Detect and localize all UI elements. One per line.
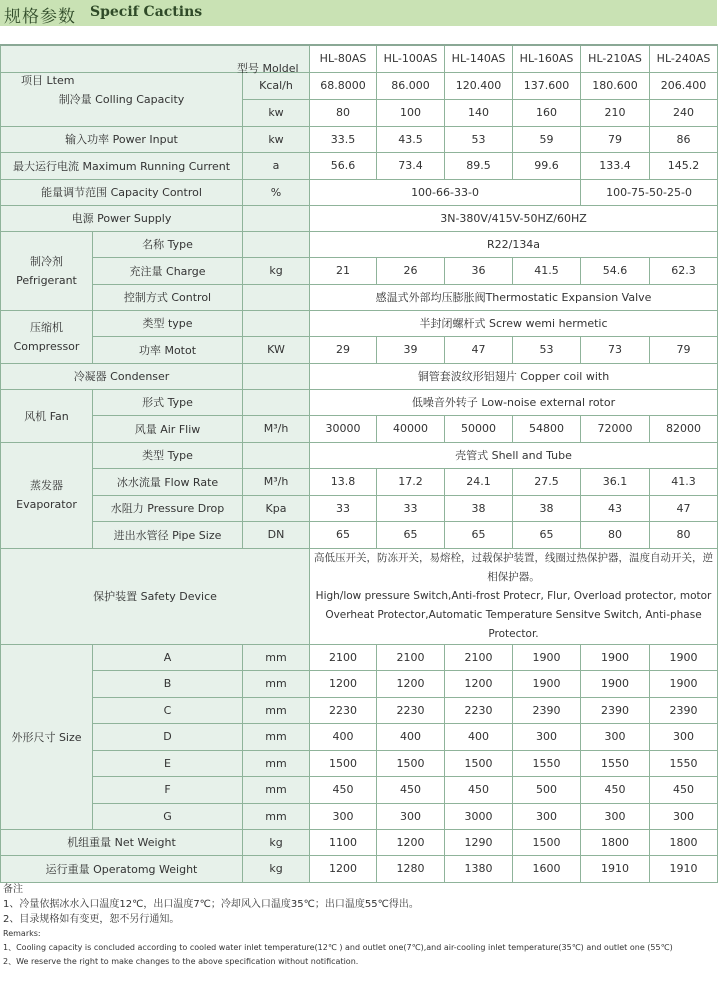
evaporator-label (1, 442, 93, 548)
value-cell: 39 (377, 336, 445, 363)
fan-type-label: 形式 Type (93, 389, 243, 415)
value-cell: 450 (581, 776, 650, 803)
value-cell: 73.4 (377, 152, 445, 179)
value-cell: 1550 (650, 750, 718, 776)
unit-cell: mm (243, 803, 310, 829)
evaporator-type-value: 壳管式 Shell and Tube (310, 442, 718, 468)
value-cell: 26 (377, 257, 445, 284)
remarks-title-en: Remarks: (3, 929, 41, 938)
safety-value (310, 548, 718, 644)
evaporator-flow-label: 冰水流量 Flow Rate (93, 468, 243, 495)
unit-cell (243, 284, 310, 310)
fan-air-row (1, 415, 718, 442)
unit-cell: DN (243, 521, 310, 548)
power-supply-label: 电源 Power Supply (1, 205, 243, 231)
value-cell: 180.600 (581, 72, 650, 99)
fan-air-label: 风量 Air Fliw (93, 415, 243, 442)
value-cell: 2390 (581, 697, 650, 723)
evaporator-type-row (1, 442, 718, 468)
condenser-label: 冷凝器 Condenser (1, 363, 243, 389)
refrigerant-type-row (1, 231, 718, 257)
value-cell: 1200 (310, 670, 377, 697)
value-cell: 400 (377, 723, 445, 750)
evaporator-label-en: Evaporator (16, 498, 77, 511)
value-cell: 43 (581, 495, 650, 521)
value-cell: 2390 (650, 697, 718, 723)
unit-cell: kw (243, 126, 310, 152)
refrigerant-control-value: 感温式外部均压膨胀阀Thermostatic Expansion Valve (310, 284, 718, 310)
size-row (1, 776, 718, 803)
value-cell: 1600 (513, 855, 581, 882)
value-cell: 80 (581, 521, 650, 548)
unit-cell: M³/h (243, 415, 310, 442)
value-cell: 1900 (650, 670, 718, 697)
unit-cell: Kpa (243, 495, 310, 521)
refrigerant-type-label: 名称 Type (93, 231, 243, 257)
value-cell: 1280 (377, 855, 445, 882)
value-cell: 41.3 (650, 468, 718, 495)
input-power-label: 输入功率 Power Input (1, 126, 243, 152)
unit-cell (243, 363, 310, 389)
evaporator-flow-row (1, 468, 718, 495)
net-weight-row (1, 829, 718, 855)
value-cell: 1800 (581, 829, 650, 855)
compressor-power-row (1, 336, 718, 363)
unit-cell: mm (243, 776, 310, 803)
remarks-en-2: 2、We reserve the right to make changes to the above specification without notification. (3, 957, 359, 966)
unit-cell: kg (243, 257, 310, 284)
compressor-label-cn: 压缩机 (30, 320, 63, 334)
value-cell: 54.6 (581, 257, 650, 284)
refrigerant-label-en: Pefrigerant (16, 273, 77, 287)
safety-line-2: High/low pressure Switch,Anti-frost Protecr, Flur, Overload protector, motor (315, 589, 712, 602)
value-cell: 86.000 (377, 72, 445, 99)
unit-cell: mm (243, 644, 310, 670)
value-cell: 36 (445, 257, 513, 284)
size-dim-label: G (93, 803, 243, 829)
value-cell: 65 (377, 521, 445, 548)
cooling-label: 制冷量 Colling Capacity (1, 72, 243, 126)
value-cell: 145.2 (650, 152, 718, 179)
title-banner (0, 0, 717, 26)
value-cell: 27.5 (513, 468, 581, 495)
refrigerant-control-label: 控制方式 Control (93, 284, 243, 310)
value-cell: 1550 (581, 750, 650, 776)
value-cell: 65 (310, 521, 377, 548)
value-cell: 36.1 (581, 468, 650, 495)
value-cell: 1500 (513, 829, 581, 855)
value-cell: 79 (650, 336, 718, 363)
evaporator-drop-row (1, 495, 718, 521)
value-cell: 133.4 (581, 152, 650, 179)
model-label: 型号 Moldel (237, 61, 299, 75)
unit-cell (243, 205, 310, 231)
value-cell: 3000 (445, 803, 513, 829)
remarks-section (3, 882, 717, 969)
remarks-en-1: 1、Cooling capacity is concluded according to cooled water inlet temperature(12℃ ) and outlet one(7℃),and air-cooling inlet temperature(35℃) and outlet one (55℃) (3, 943, 673, 952)
value-cell: 82000 (650, 415, 718, 442)
value-cell: 120.400 (445, 72, 513, 99)
value-cell: 300 (650, 803, 718, 829)
max-current-label: 最大运行电流 Maximum Running Current (1, 152, 243, 179)
fan-label: 风机 Fan (1, 389, 93, 442)
value-cell: 33.5 (310, 126, 377, 152)
size-dim-label: D (93, 723, 243, 750)
capacity-control-value: 100-75-50-25-0 (581, 179, 718, 205)
unit-cell: % (243, 179, 310, 205)
value-cell: 1500 (310, 750, 377, 776)
unit-cell (243, 389, 310, 415)
value-cell: 72000 (581, 415, 650, 442)
refrigerant-type-value: R22/134a (310, 231, 718, 257)
unit-cell: kg (243, 855, 310, 882)
safety-line-1: 高低压开关，防冻开关，易熔栓，过载保护装置，线圈过热保护器，温度自动开关，逆相保护器。 (314, 551, 714, 583)
value-cell: 450 (650, 776, 718, 803)
compressor-label-en: Compressor (13, 339, 80, 353)
value-cell: 2230 (377, 697, 445, 723)
value-cell: 300 (513, 803, 581, 829)
value-cell: 2100 (310, 644, 377, 670)
value-cell: 47 (650, 495, 718, 521)
value-cell: 100 (377, 99, 445, 126)
net-weight-label: 机组重量 Net Weight (1, 829, 243, 855)
refrigerant-charge-label: 充注量 Charge (93, 257, 243, 284)
evaporator-pipe-label: 进出水管径 Pipe Size (93, 521, 243, 548)
unit-cell: mm (243, 697, 310, 723)
value-cell: 13.8 (310, 468, 377, 495)
title-en: Specif Cactins (90, 4, 203, 20)
value-cell: 2390 (513, 697, 581, 723)
power-supply-value: 3N-380V/415V-50HZ/60HZ (310, 205, 718, 231)
evaporator-drop-label: 水阻力 Pressure Drop (93, 495, 243, 521)
value-cell: 99.6 (513, 152, 581, 179)
value-cell: 56.6 (310, 152, 377, 179)
evaporator-label-cn: 蒸发器 (30, 479, 63, 492)
input-power-row (1, 126, 718, 152)
evaporator-pipe-row (1, 521, 718, 548)
compressor-label (1, 310, 93, 363)
value-cell: 400 (445, 723, 513, 750)
value-cell: 29 (310, 336, 377, 363)
size-dim-label: C (93, 697, 243, 723)
size-dim-label: A (93, 644, 243, 670)
header-row (1, 45, 718, 72)
value-cell: 33 (377, 495, 445, 521)
unit-cell: kw (243, 99, 310, 126)
safety-line-3: Overheat Protector,Automatic Temperature Sensitve Switch, Anti-phase Protector. (325, 608, 702, 640)
value-cell: 68.8000 (310, 72, 377, 99)
value-cell: 1900 (513, 644, 581, 670)
unit-cell: a (243, 152, 310, 179)
value-cell: 80 (310, 99, 377, 126)
item-label: 项目 Ltem (21, 73, 75, 87)
value-cell: 86 (650, 126, 718, 152)
value-cell: 240 (650, 99, 718, 126)
value-cell: 21 (310, 257, 377, 284)
value-cell: 137.600 (513, 72, 581, 99)
value-cell: 65 (445, 521, 513, 548)
operating-weight-row (1, 855, 718, 882)
remarks-cn-2: 2、目录规格如有变更，恕不另行通知。 (3, 914, 180, 925)
value-cell: 47 (445, 336, 513, 363)
fan-type-row (1, 389, 718, 415)
value-cell: 38 (513, 495, 581, 521)
unit-cell: KW (243, 336, 310, 363)
value-cell: 65 (513, 521, 581, 548)
value-cell: 206.400 (650, 72, 718, 99)
title-cn: 规格参数 (4, 7, 76, 27)
unit-cell: kg (243, 829, 310, 855)
value-cell: 59 (513, 126, 581, 152)
compressor-type-row (1, 310, 718, 336)
value-cell: 2230 (445, 697, 513, 723)
value-cell: 300 (513, 723, 581, 750)
value-cell: 1500 (377, 750, 445, 776)
value-cell: 41.5 (513, 257, 581, 284)
capacity-control-row (1, 179, 718, 205)
value-cell: 1290 (445, 829, 513, 855)
capacity-control-value: 100-66-33-0 (310, 179, 581, 205)
value-cell: 1500 (445, 750, 513, 776)
value-cell: 140 (445, 99, 513, 126)
value-cell: 1200 (377, 829, 445, 855)
size-row (1, 750, 718, 776)
value-cell: 30000 (310, 415, 377, 442)
compressor-type-value: 半封闭螺杆式 Screw wemi hermetic (310, 310, 718, 336)
value-cell: 1200 (310, 855, 377, 882)
value-cell: 210 (581, 99, 650, 126)
value-cell: 73 (581, 336, 650, 363)
model-header: HL-160AS (513, 45, 581, 72)
condenser-value: 铜管套波纹形铝翅片 Copper coil with (310, 363, 718, 389)
value-cell: 79 (581, 126, 650, 152)
value-cell: 40000 (377, 415, 445, 442)
max-current-row (1, 152, 718, 179)
unit-cell: mm (243, 750, 310, 776)
value-cell: 1800 (650, 829, 718, 855)
capacity-control-label: 能量调节范围 Capacity Control (1, 179, 243, 205)
size-dim-label: E (93, 750, 243, 776)
size-row (1, 670, 718, 697)
value-cell: 50000 (445, 415, 513, 442)
value-cell: 80 (650, 521, 718, 548)
size-row (1, 723, 718, 750)
spec-table (0, 44, 718, 883)
unit-cell: mm (243, 723, 310, 750)
value-cell: 300 (310, 803, 377, 829)
compressor-power-label: 功率 Motot (93, 336, 243, 363)
size-dim-label: B (93, 670, 243, 697)
value-cell: 400 (310, 723, 377, 750)
value-cell: 300 (581, 723, 650, 750)
value-cell: 43.5 (377, 126, 445, 152)
value-cell: 1200 (377, 670, 445, 697)
value-cell: 1380 (445, 855, 513, 882)
safety-label: 保护装置 Safety Device (1, 548, 310, 644)
value-cell: 54800 (513, 415, 581, 442)
value-cell: 300 (581, 803, 650, 829)
model-header: HL-210AS (581, 45, 650, 72)
value-cell: 53 (513, 336, 581, 363)
value-cell: 1900 (513, 670, 581, 697)
refrigerant-charge-row (1, 257, 718, 284)
value-cell: 38 (445, 495, 513, 521)
size-row (1, 697, 718, 723)
unit-cell: M³/h (243, 468, 310, 495)
refrigerant-label-cn: 制冷剂 (30, 254, 63, 268)
value-cell: 2100 (377, 644, 445, 670)
value-cell: 62.3 (650, 257, 718, 284)
value-cell: 1910 (650, 855, 718, 882)
value-cell: 1910 (581, 855, 650, 882)
operating-weight-label: 运行重量 Operatomg Weight (1, 855, 243, 882)
model-header: HL-140AS (445, 45, 513, 72)
value-cell: 1200 (445, 670, 513, 697)
value-cell: 33 (310, 495, 377, 521)
value-cell: 53 (445, 126, 513, 152)
size-row (1, 803, 718, 829)
model-header: HL-240AS (650, 45, 718, 72)
size-dim-label: F (93, 776, 243, 803)
value-cell: 1900 (581, 670, 650, 697)
refrigerant-label (1, 231, 93, 310)
power-supply-row (1, 205, 718, 231)
model-header: HL-100AS (377, 45, 445, 72)
value-cell: 1900 (650, 644, 718, 670)
unit-cell: Kcal/h (243, 72, 310, 99)
remarks-title-cn: 备注 (3, 884, 23, 895)
compressor-type-label: 类型 type (93, 310, 243, 336)
value-cell: 89.5 (445, 152, 513, 179)
value-cell: 160 (513, 99, 581, 126)
value-cell: 450 (445, 776, 513, 803)
value-cell: 450 (310, 776, 377, 803)
fan-type-value: 低噪音外转子 Low-noise external rotor (310, 389, 718, 415)
remarks-cn-1: 1、冷量依据冰水入口温度12℃，出口温度7℃；冷却风入口温度35℃；出口温度55℃得出。 (3, 899, 419, 910)
unit-cell (243, 310, 310, 336)
unit-cell: mm (243, 670, 310, 697)
value-cell: 300 (650, 723, 718, 750)
value-cell: 24.1 (445, 468, 513, 495)
value-cell: 300 (377, 803, 445, 829)
safety-row (1, 548, 718, 644)
model-header: HL-80AS (310, 45, 377, 72)
size-row (1, 644, 718, 670)
evaporator-type-label: 类型 Type (93, 442, 243, 468)
value-cell: 17.2 (377, 468, 445, 495)
value-cell: 450 (377, 776, 445, 803)
unit-cell (243, 442, 310, 468)
value-cell: 500 (513, 776, 581, 803)
value-cell: 1100 (310, 829, 377, 855)
value-cell: 1900 (581, 644, 650, 670)
refrigerant-control-row (1, 284, 718, 310)
value-cell: 2230 (310, 697, 377, 723)
value-cell: 2100 (445, 644, 513, 670)
value-cell: 1550 (513, 750, 581, 776)
size-label: 外形尺寸 Size (1, 644, 93, 829)
condenser-row (1, 363, 718, 389)
cooling-row-kcal (1, 72, 718, 99)
unit-cell (243, 231, 310, 257)
